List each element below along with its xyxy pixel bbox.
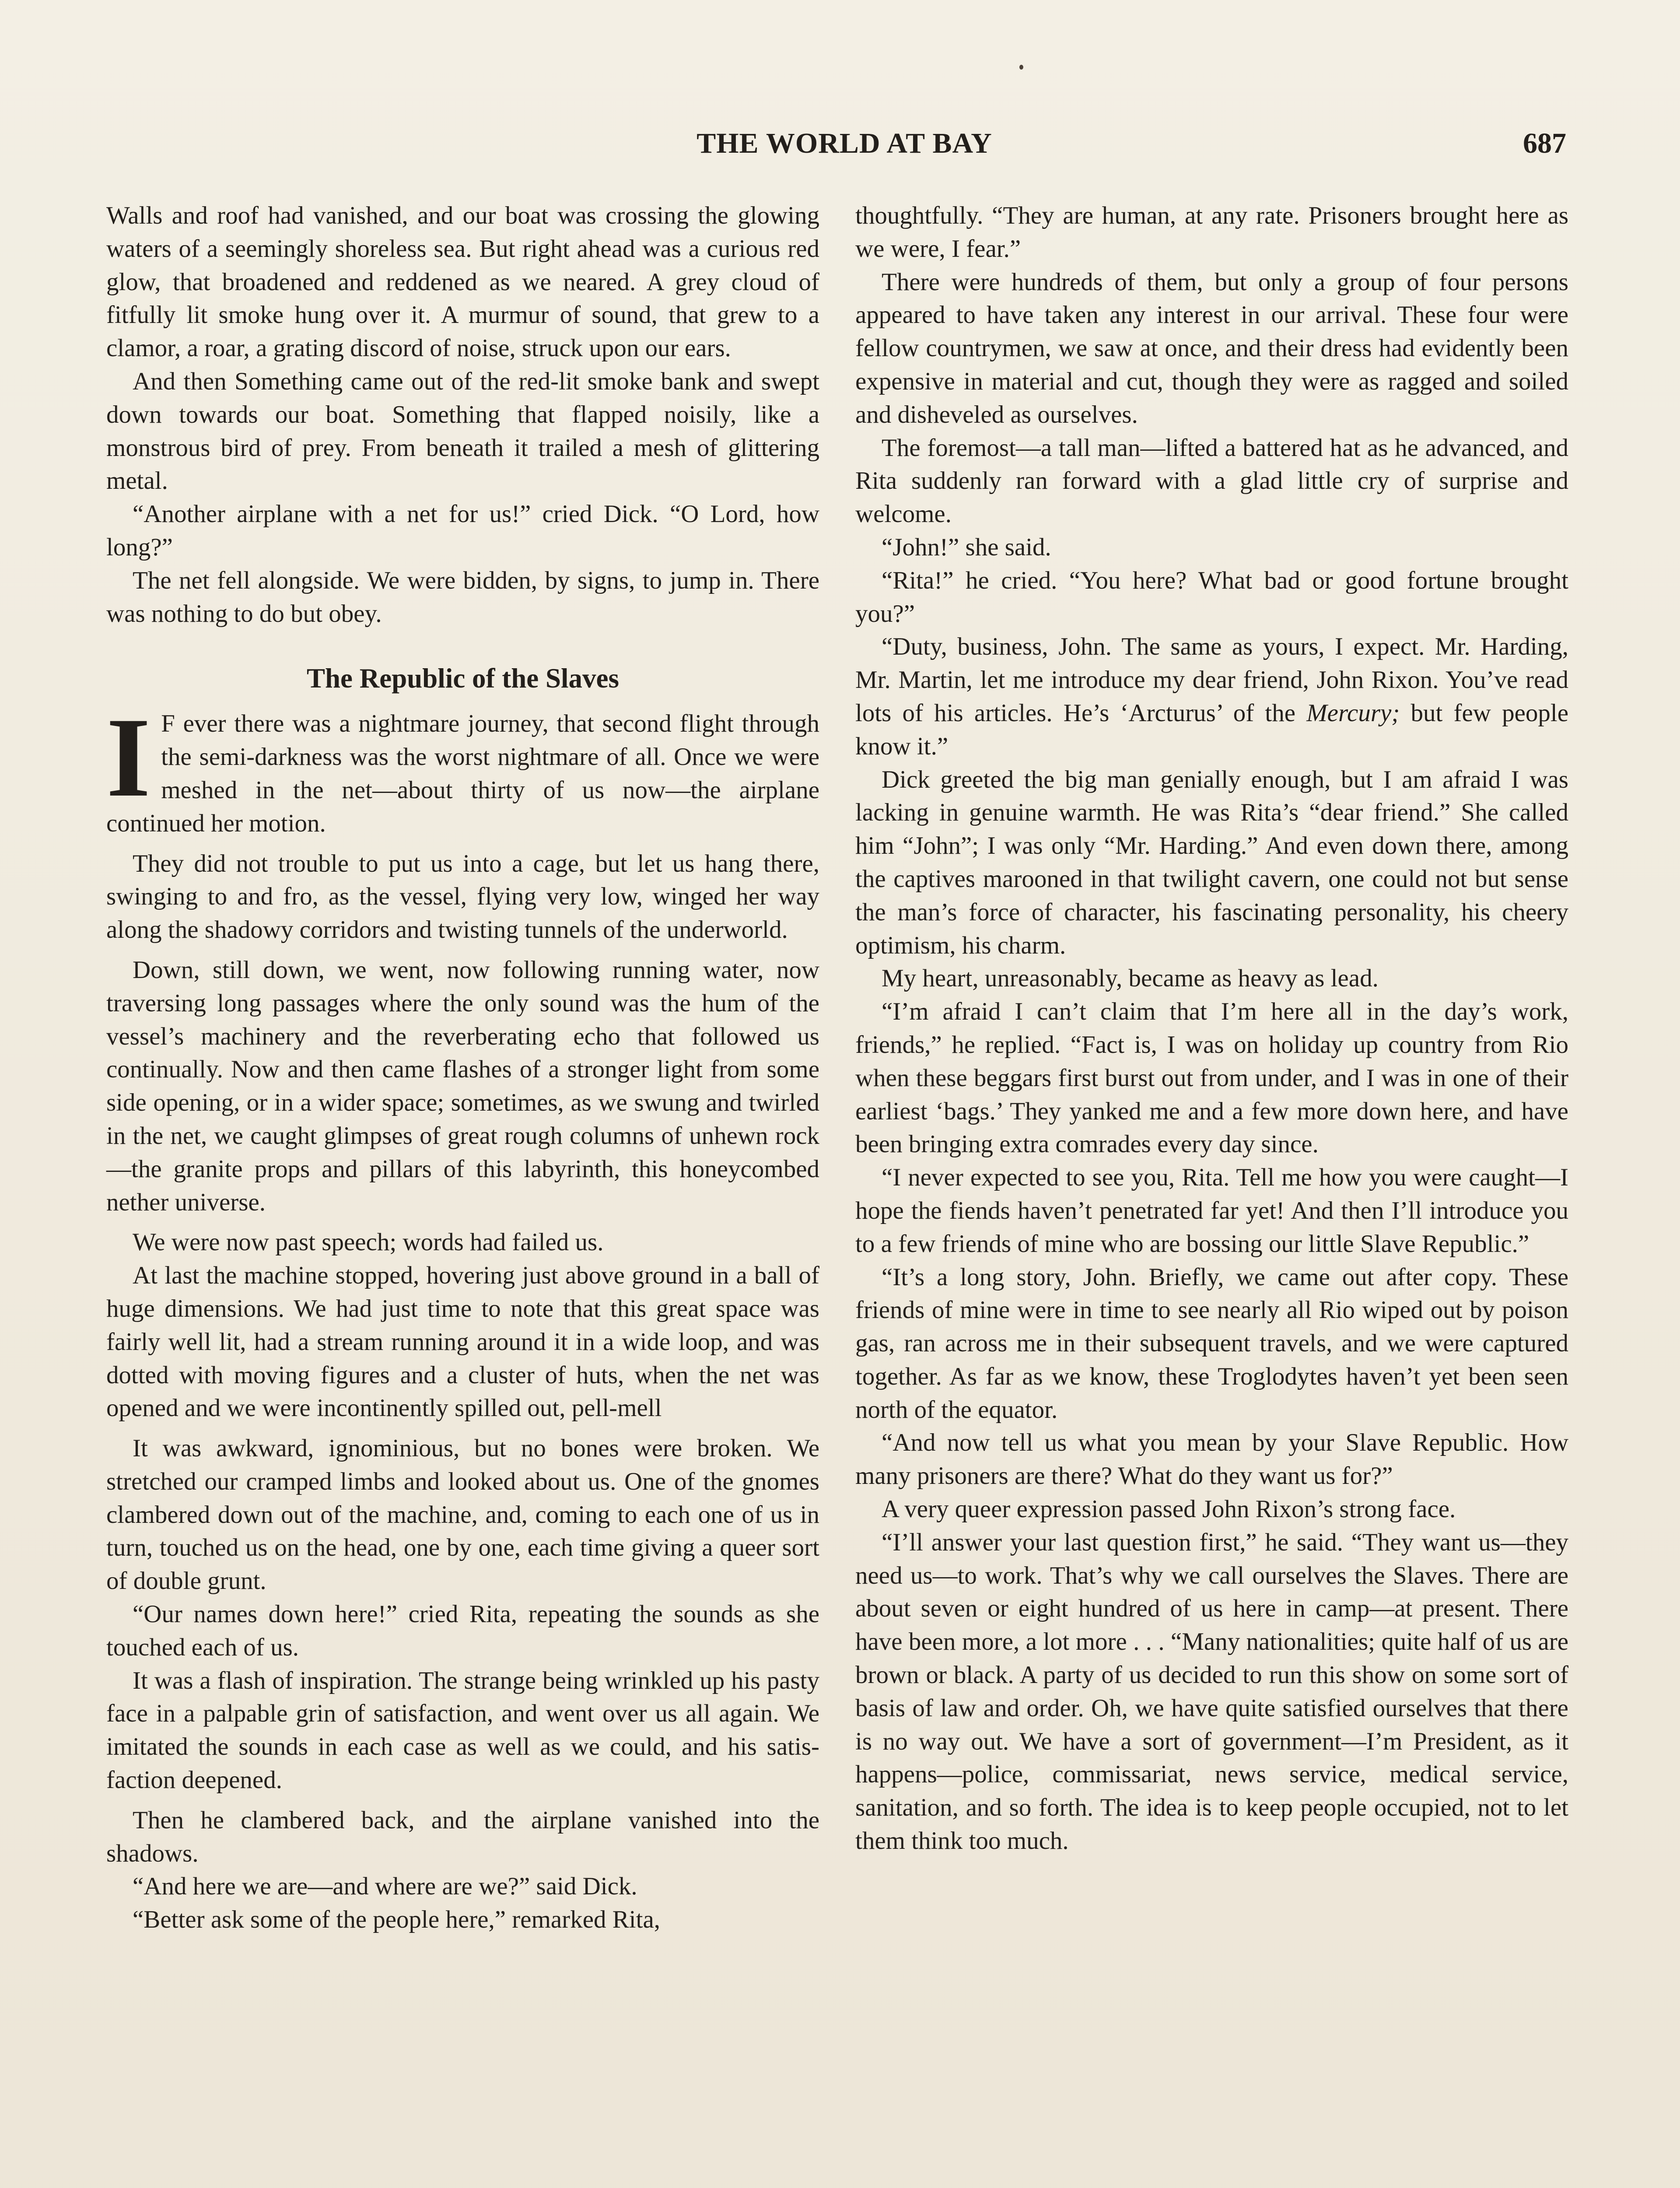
paragraph-text: F ever there was a nightmare journey, that second flight through the semi-darkness was the worst nightmare of all. Once we were meshed in the net—about thirty of us now—the airplane continued her motion. <box>106 710 819 837</box>
paragraph <box>855 630 1568 763</box>
paragraph: A very queer expression passed John Rixon’s strong face. <box>882 1495 1456 1523</box>
section-heading: The Republic of the Slaves <box>306 663 620 694</box>
dropcap-paragraph <box>106 694 819 840</box>
paragraph: “It’s a long story, John. Briefly, we came out after copy. These friends of mine were in time to see nearly all Rio wiped out by poison gas, ran across me in their subsequent travels, and we were captured together. As far as we know, these Troglodytes haven’t yet been seen north of the equator. <box>855 1263 1568 1424</box>
paragraph: “And now tell us what you mean by your Slave Republic. How many prisoners are there? What do they want us for?” <box>855 1429 1568 1490</box>
paragraph: Dick greeted the big man genially enough, but I am afraid I was lacking in genuine warmth. He was Rita’s “dear friend.” She called him “John”; I was only “Mr. Harding.” And even down there, among the captives marooned in that twilight cavern, one could not but sense the man’s force of character, his fascinating personality, his cheery optimism, his charm. <box>855 765 1568 959</box>
paragraph: “Our names down here!” cried Rita, repeating the sounds as she touched each of us. <box>106 1600 819 1661</box>
paragraph: They did not trouble to put us into a cage, but let us hang there, swinging to and fro, as the vessel, flying very low, winged her way along the shadowy corridors and twisting tunnels of the underworld. <box>106 849 819 944</box>
paragraph-text: but few people know it.” <box>855 699 1569 760</box>
drop-cap: I <box>106 694 151 821</box>
right-column <box>855 199 1568 1858</box>
paragraph: “I’m afraid I can’t claim that I’m here all in the day’s work, friends,” he replied. “Fact is, I was on holiday up country from Rio when these beggars first burst out from under, and I was in one of their earliest ‘bags.’ They yanked me and a few more down here, and have been bringing extra comrades every day since. <box>855 998 1568 1158</box>
publication-title: Mercury; <box>1306 699 1400 727</box>
paragraph: Then he clambered back, and the airplane vanished into the shadows. <box>106 1806 819 1867</box>
paragraph: “I’ll answer your last question first,” he said. “They want us—they need us—to work. That’s why we call ourselves the Slaves. There are about seven or eight hundred of us here in camp—at present. There have been more, a lot more . . . “Many nationalities; quite half of us are brown or black. A party of us decided to run this show on some sort of basis of law and order. Oh, we have quite satisfied ourselves that there is no way out. We have a sort of government—I’m President, as it happens—police, commissariat, news service, medical service, sanitation, and so forth. The idea is to keep people occupied, not to let them think too much. <box>855 1528 1568 1855</box>
paragraph: “Better ask some of the people here,” remarked Rita, <box>133 1906 660 1934</box>
paragraph: The foremost—a tall man—lifted a battered hat as he advanced, and Rita suddenly ran forward with a glad little cry of surprise and welcome. <box>855 434 1568 528</box>
paragraph: At last the machine stopped, hovering just above ground in a ball of huge dimensions. We had just time to note that this great space was fairly well lit, had a stream running around it in a wide loop, and was dotted with moving figures and a cluster of huts, when the net was opened and we were incontinently spilled out, pell-mell <box>106 1262 819 1422</box>
paragraph: “And here we are—and where are we?” said Dick. <box>133 1872 637 1900</box>
paragraph: We were now past speech; words had failed us. <box>133 1228 604 1256</box>
paragraph-text: “Duty, business, John. The same as yours, I expect. Mr. Harding, Mr. Martin, let me introduce my dear friend, John Rixon. You’ve read lots of his articles. He’s ‘Arcturus’ of the <box>855 633 1568 727</box>
paragraph: And then Something came out of the red-lit smoke bank and swept down towards our boat. Something that flapped noisily, like a monstrous bird of prey. From beneath it trailed a mesh of glittering metal. <box>106 367 819 495</box>
paragraph: “Another airplane with a net for us!” cried Dick. “O Lord, how long?” <box>106 500 819 561</box>
paragraph: My heart, unreasonably, became as heavy as lead. <box>882 964 1379 992</box>
running-title: THE WORLD AT BAY <box>696 127 992 159</box>
ink-speck <box>1019 65 1023 70</box>
paragraph: thoughtfully. “They are human, at any rate. Prisoners brought here as we were, I fear.” <box>855 202 1568 263</box>
paragraph: Down, still down, we went, now following running water, now traversing long passages where the only sound was the hum of the vessel’s machinery and the reverberating echo that followed us continually. Now and then came flashes of a stronger light from some side opening, or in a wider space; sometimes, as we swung and twirled in the net, we caught glimpses of great rough columns of unhewn rock—the granite props and pillars of this labyrinth, this honeycombed nether universe. <box>106 956 819 1216</box>
paragraph: The net fell alongside. We were bidden, by signs, to jump in. There was nothing to do but obey. <box>106 566 819 628</box>
paragraph: “I never expected to see you, Rita. Tell me how you were caught—I hope the fiends haven’t penetrated far yet! And then I’ll introduce you to a few friends of mine who are bossing our little Slave Republic.” <box>855 1164 1568 1258</box>
page-number: 687 <box>1523 127 1566 159</box>
paragraph: “John!” she said. <box>882 533 1051 561</box>
paragraph: It was awkward, ignominious, but no bones were broken. We stretched our cramped limbs and looked about us. One of the gnomes clambered down out of the machine, and, coming to each one of us in turn, touched us on the head, one by one, each time giving a queer sort of double grunt. <box>106 1434 819 1595</box>
paragraph: “Rita!” he cried. “You here? What bad or good fortune brought you?” <box>855 566 1568 628</box>
left-column <box>106 199 819 1936</box>
paragraph: There were hundreds of them, but only a group of four persons appeared to have taken any interest in our arrival. These four were fellow countrymen, we saw at once, and their dress had evidently been expensive in material and cut, though they were as ragged and soiled and disheveled as ourselves. <box>855 268 1568 428</box>
paragraph: Walls and roof had vanished, and our boat was crossing the glowing waters of a seemingly shoreless sea. But right ahead was a curious red glow, that broadened and reddened as we neared. A grey cloud of fitfully lit smoke hung over it. A murmur of sound, that grew to a clamor, a roar, a grating discord of noise, struck upon our ears. <box>106 202 819 362</box>
paragraph: It was a flash of inspiration. The strange being wrinkled up his pasty face in a palpable grin of satisfaction, and went over us all again. We imitated the sounds in each case as well as we could, and his satisfaction deepened. <box>106 1666 819 1794</box>
